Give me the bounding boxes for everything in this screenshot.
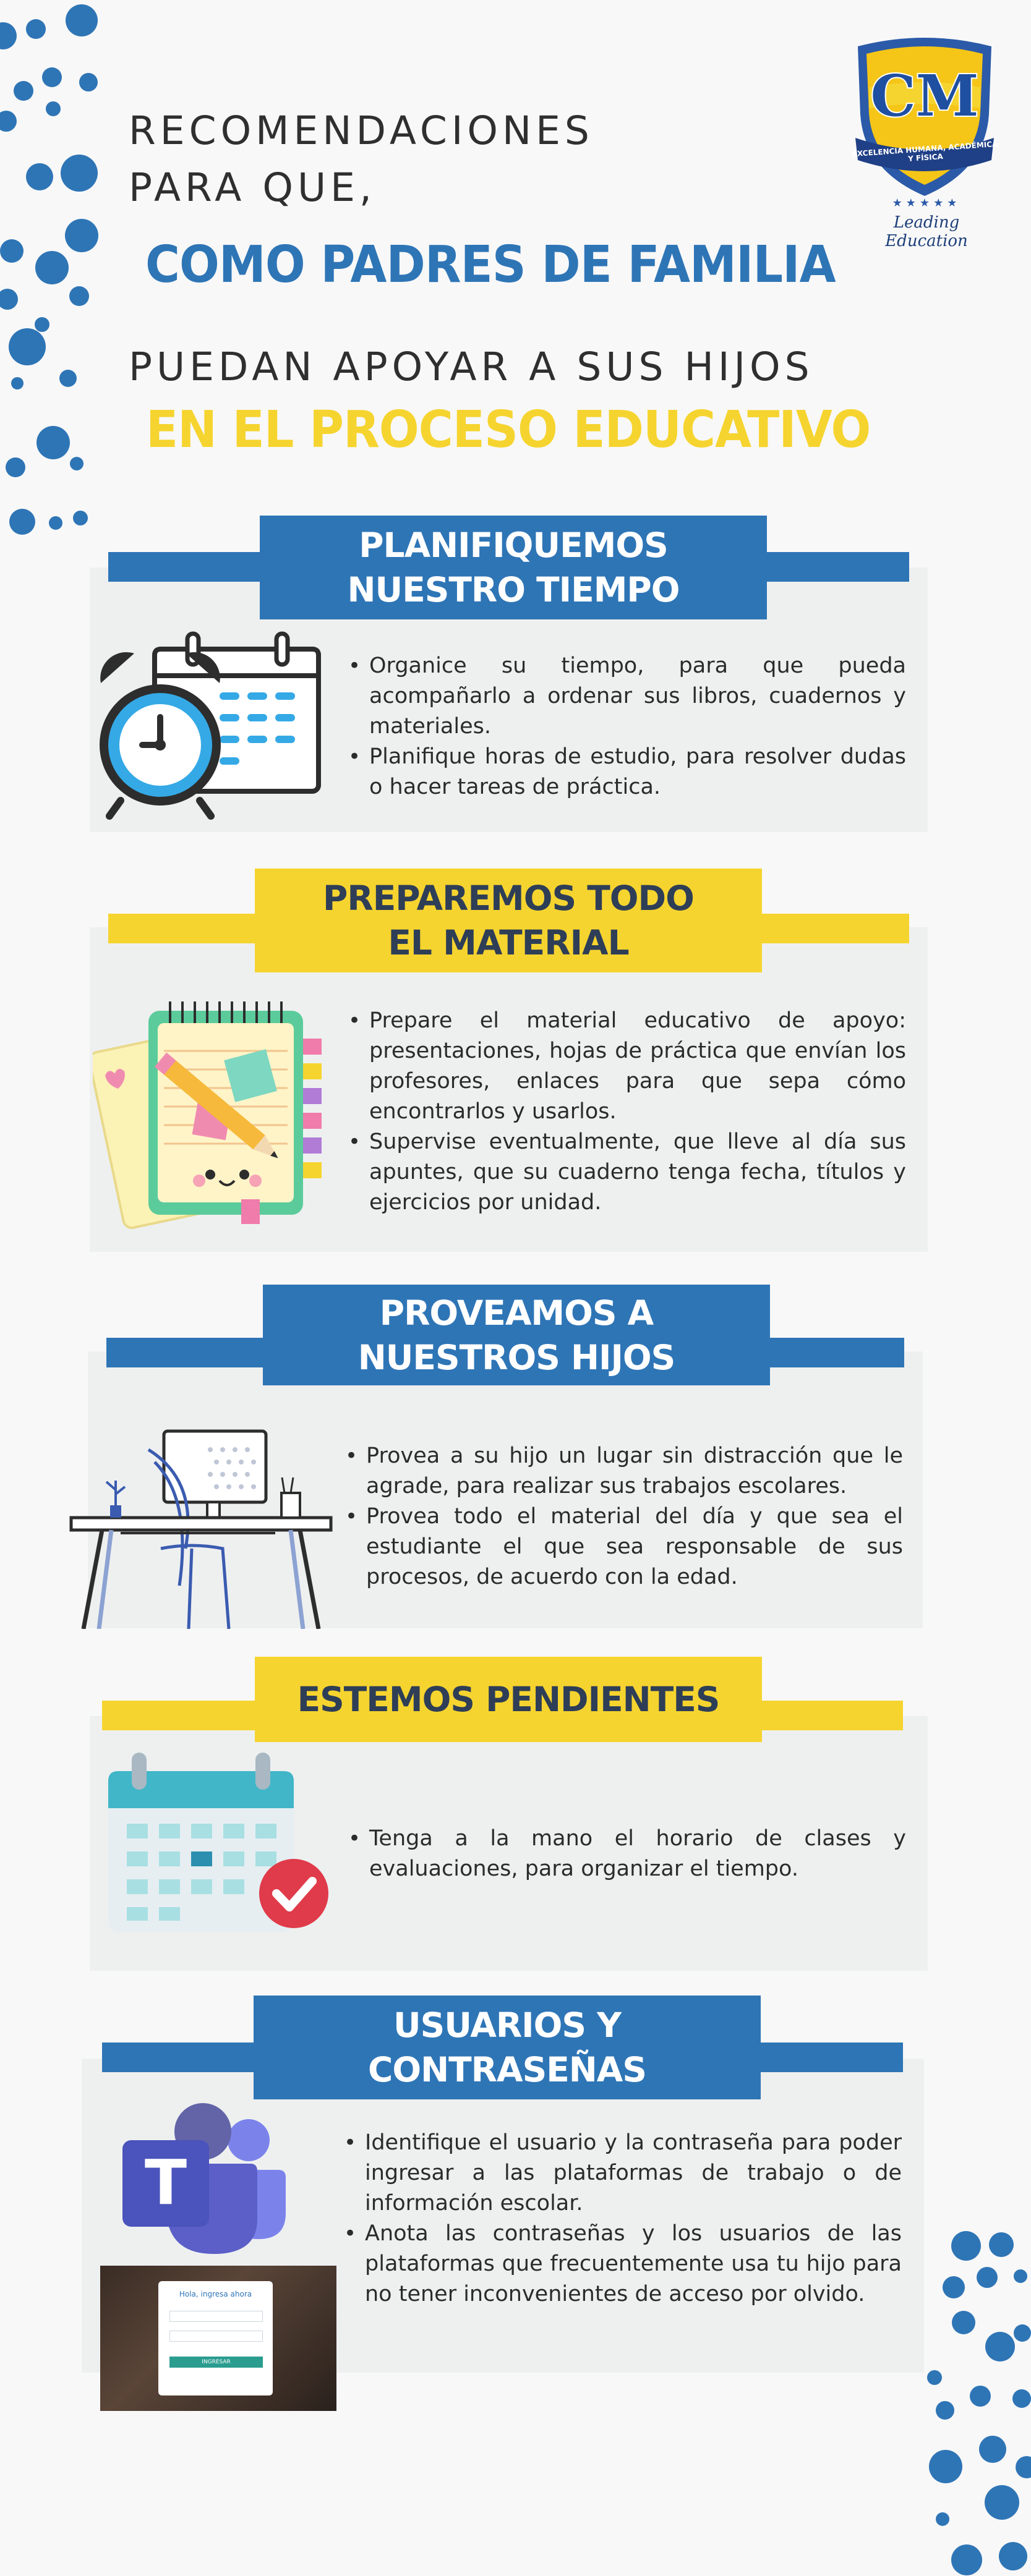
bullet-item: • Provea a su hijo un lugar sin distracción que le agrade, para realizar sus trabajos escolares. [340, 1441, 903, 1502]
section-title-line: USUARIOS Y [393, 2005, 621, 2045]
bullet-item: • Planifique horas de estudio, para resolver dudas o hacer tareas de práctica. [343, 742, 906, 802]
section-bullets-users [339, 2128, 902, 2310]
section-title-line: EL MATERIAL [388, 923, 629, 963]
header-line-1: RECOMENDACIONES [129, 108, 594, 153]
bullet-item: • Organice su tiempo, para que pueda acompañarlo a ordenar sus libros, cuadernos y materiales. [343, 651, 906, 742]
section-bullets-pending [343, 1824, 906, 1884]
header-highlight-parents: COMO PADRES DE FAMILIA [145, 236, 836, 294]
section-title-users [254, 1996, 761, 2099]
logo-ribbon-text: EXCELENCIA HUMANA, ACADÉMICA Y FÍSICA [852, 139, 998, 163]
bullet-item: • Anota las contraseñas y los usuarios de las plataformas que frecuentemente usa tu hijo para no tener inconvenientes de acceso por olvido. [339, 2219, 902, 2310]
section-title-line: NUESTRO TIEMPO [347, 570, 680, 610]
login-user-field[interactable] [169, 2311, 263, 2322]
login-screenshot [100, 2266, 336, 2411]
calendar-check-icon [102, 1753, 331, 1944]
section-title-material [255, 869, 762, 972]
login-password-field[interactable] [169, 2331, 263, 2342]
bullet-item: • Tenga a la mano el horario de clases y evaluaciones, para organizar el tiempo. [343, 1824, 906, 1884]
section-title-line: CONTRASEÑAS [368, 2050, 646, 2089]
section-title-planning [260, 516, 767, 619]
notebook-pencil-icon [93, 995, 328, 1230]
section-bullets-provide [340, 1441, 903, 1592]
teams-icon [118, 2102, 291, 2256]
section-title-provide [263, 1285, 770, 1385]
section-bullets-material [343, 1006, 906, 1218]
section-title-line: NUESTROS HIJOS [357, 1337, 675, 1377]
alarm-clock-calendar-icon [96, 627, 325, 822]
header-highlight-process: EN EL PROCESO EDUCATIVO [146, 401, 871, 459]
desk-computer-icon [68, 1425, 334, 1629]
section-title-line: PLANIFIQUEMOS [359, 525, 668, 565]
section-title-line: PREPAREMOS TODO [323, 878, 694, 918]
logo-tagline: Leading Education [885, 213, 968, 250]
logo-stars: ★★★★★ [892, 197, 961, 210]
section-title-line: PROVEAMOS A [379, 1293, 654, 1333]
svg-text:CM: CM [870, 62, 979, 129]
header-line-4: PUEDAN APOYAR A SUS HIJOS [129, 344, 814, 389]
section-title-pending [255, 1657, 762, 1742]
bullet-item: • Supervise eventualmente, que lleve al día sus apuntes, que su cuaderno tenga fecha, títulos y ejercicios por unidad. [343, 1127, 906, 1218]
login-button[interactable]: INGRESAR [169, 2357, 263, 2368]
bullet-item: • Prepare el material educativo de apoyo: presentaciones, hojas de práctica que envían los profesores, enlaces para que sepa cómo encontrarlos y usarlos. [343, 1006, 906, 1127]
bullet-item: • Identifique el usuario y la contraseña para poder ingresar a las plataformas de trabajo o de información escolar. [339, 2128, 902, 2219]
section-title-line: ESTEMOS PENDIENTES [297, 1680, 720, 1719]
section-bullets-planning [343, 651, 906, 802]
login-greeting: Hola, ingresa ahora [179, 2290, 252, 2298]
svg-text:T: T [144, 2146, 187, 2219]
bullet-item: • Provea todo el material del día y que sea el estudiante el que sea responsable de sus procesos, de acuerdo con la edad. [340, 1502, 903, 1592]
login-card [158, 2281, 273, 2395]
header-line-2: PARA QUE, [129, 165, 376, 210]
school-logo-icon [850, 34, 999, 201]
